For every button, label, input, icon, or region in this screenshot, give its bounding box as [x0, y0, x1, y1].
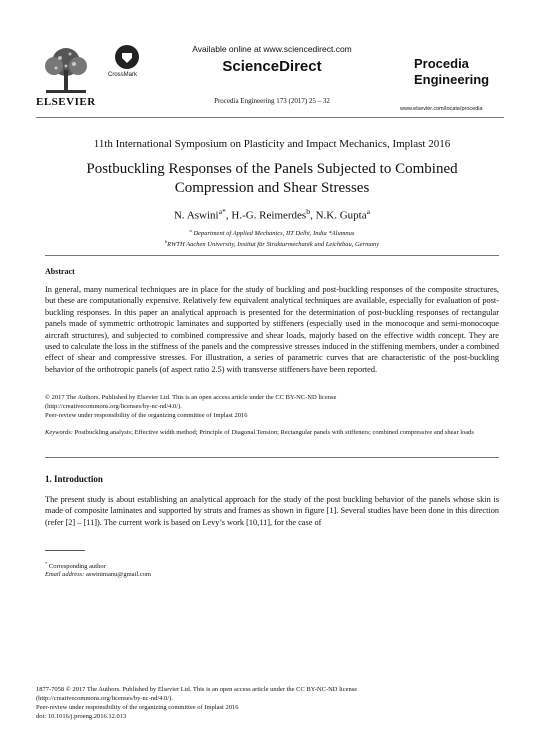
- procedia-logo-line1: Procedia: [414, 56, 469, 71]
- affiliation-a-text: Department of Applied Mechanics, IIT Delhi, India *Alumnus: [191, 230, 355, 238]
- procedia-logo-text: [414, 56, 489, 88]
- publisher-name: ELSEVIER: [36, 96, 96, 108]
- crossmark-label: CrossMark: [108, 72, 138, 78]
- author-2-affil: b: [306, 207, 311, 216]
- keywords-text: Postbuckling analysis; Effective width method; Principle of Diagonal Tension; Rectangular panels with stiffeners; combined compressive and shear loads: [72, 429, 474, 436]
- conference-name: 11th International Symposium on Plasticity and Impact Mechanics, Implast 2016: [93, 138, 451, 150]
- copyright-line1: © 2017 The Authors. Published by Elsevier Ltd. This is an open access article under the CC BY-NC-ND license: [45, 394, 337, 401]
- paper-title-line1: Postbuckling Responses of the Panels Subjected to Combined: [86, 161, 458, 177]
- author-1-affil: a*: [218, 207, 226, 216]
- sciencedirect-logo: ScienceDirect: [222, 58, 322, 75]
- footnote-corresponding: [45, 561, 106, 570]
- keywords-label: Keywords:: [45, 429, 73, 436]
- author-2: , H.-G. Reimerdes: [225, 209, 307, 222]
- author-list: [0, 207, 544, 222]
- copyright-license-link[interactable]: (http://creativecommons.org/licenses/by-nc-nd/4.0/).: [45, 403, 182, 410]
- procedia-logo-line2: Engineering: [414, 72, 490, 87]
- keywords: [45, 428, 499, 437]
- email-address[interactable]: aswinimanu@gmail.com: [84, 571, 151, 578]
- header-rule: [36, 117, 504, 118]
- procedia-url: www.elsevier.com/locate/procedia: [400, 106, 483, 112]
- footnote-email: [45, 571, 151, 578]
- abstract-bottom-rule: [45, 457, 499, 458]
- footnote-rule: [45, 550, 85, 551]
- abstract-heading: Abstract: [45, 267, 75, 276]
- copyright-notice: [45, 393, 499, 420]
- paper-title-line2: Compression and Shear Stresses: [174, 180, 370, 196]
- affiliation-b: [0, 239, 544, 248]
- footnote-mark: *: [45, 561, 48, 566]
- paper-title: [50, 160, 494, 198]
- copyright-line3: Peer-review under responsibility of the organizing committee of Implast 2016: [45, 412, 248, 419]
- available-online-text: Available online at www.sciencedirect.com: [192, 44, 352, 54]
- doi[interactable]: doi: 10.1016/j.proeng.2016.12.013: [36, 713, 127, 720]
- bottom-peer-review: Peer-review under responsibility of the organizing committee of Implast 2016: [36, 704, 239, 711]
- abstract-body: In general, many numerical techniques are in place for the study of buckling and post-buckling responses of the composite structures, but these are computationally expensive. Relatively few equivalent analytical techniques are available, especially for evaluation of post-buckling responses. In this paper an analytical approach is presented for the determination of post-buckling responses of rectangular panels made of symmetric orthotropic laminates and supported by stiffeners (especially used in the monocoque and semi-monocoque aircraft structures), and subjected to combined compressive and shear loads, majorly based on the effective width concept. They are used to calculate the loss in the stiffness of the panels and the compressive stresses induced in the stiffening members, under a combined effect of shear and compressive stresses. For illustration, a series of parametric curves that are characteristic of the post-buckling behavior of the orthotropic panels (of aspect ratio 2.5) with transverse stiffeners have been reported.: [45, 285, 499, 374]
- journal-reference: Procedia Engineering 173 (2017) 25 – 32: [214, 97, 330, 105]
- affiliation-b-mark: b: [164, 239, 168, 244]
- author-1: N. Aswini: [173, 209, 219, 222]
- email-label: Email address:: [45, 571, 85, 578]
- section-heading-introduction: 1. Introduction: [45, 474, 103, 484]
- affiliation-a-mark: a: [189, 228, 192, 233]
- author-3-affil: a: [366, 207, 371, 216]
- footnote-corresponding-text: Corresponding author: [47, 563, 106, 571]
- bottom-license-link[interactable]: (http://creativecommons.org/licenses/by-nc-nd/4.0/).: [36, 695, 173, 702]
- bottom-license-block: [36, 685, 357, 721]
- introduction-body: The present study is about establishing an analytical approach for the study of the post buckling behavior of the panels whose skin is made of composite laminates and supported by struts and frames as shown in figure [1]. Several studies have been done in this direction (refer [2] – [11]). The current work is based on Levy’s work [10,11], for the case of: [45, 495, 499, 527]
- affiliation-b-text: RWTH Aachen University, Institut für Strukturmechanik und Leichtbau, Germany: [167, 241, 380, 249]
- author-3: , N.K. Gupta: [310, 209, 367, 222]
- abstract-top-rule: [45, 255, 499, 256]
- affiliation-a: [0, 228, 544, 237]
- bottom-license-line1: 1877-7058 © 2017 The Authors. Published by Elsevier Ltd. This is an open access article under the CC BY-NC-ND license: [36, 686, 358, 693]
